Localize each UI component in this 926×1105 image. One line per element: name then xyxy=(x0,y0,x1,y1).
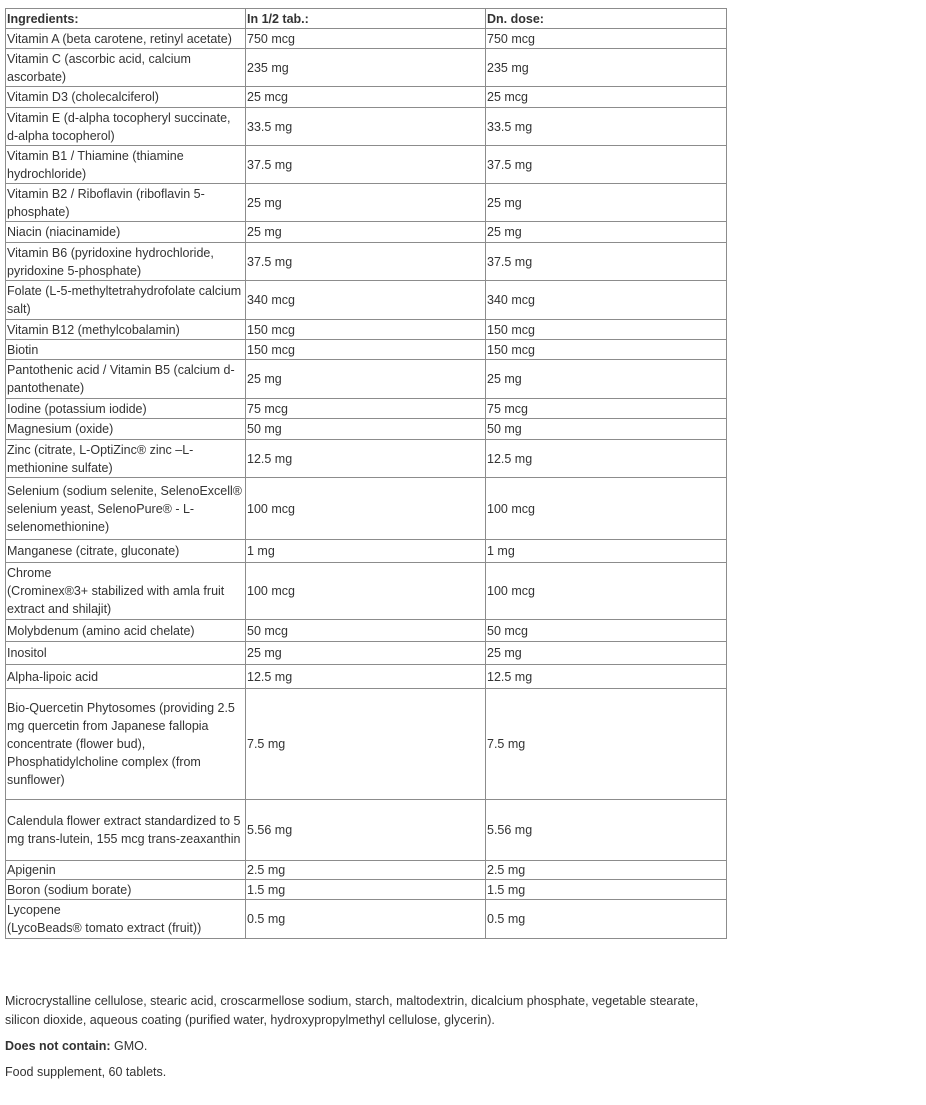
ingredient-name: Apigenin xyxy=(6,861,246,880)
daily-dose-amount: 25 mcg xyxy=(486,87,727,108)
header-daily-dose: Dn. dose: xyxy=(486,9,727,29)
ingredient-name: Vitamin B12 (methylcobalamin) xyxy=(6,320,246,340)
daily-dose-amount: 235 mg xyxy=(486,49,727,87)
half-tab-amount: 5.56 mg xyxy=(246,800,486,861)
half-tab-amount: 100 mcg xyxy=(246,563,486,620)
table-row xyxy=(6,108,727,146)
half-tab-amount: 750 mcg xyxy=(246,29,486,49)
daily-dose-amount: 1 mg xyxy=(486,540,727,563)
ingredient-name: Alpha-lipoic acid xyxy=(6,665,246,689)
half-tab-amount: 50 mg xyxy=(246,419,486,440)
ingredient-name: Biotin xyxy=(6,340,246,360)
half-tab-amount: 7.5 mg xyxy=(246,689,486,800)
table-row xyxy=(6,440,727,478)
daily-dose-amount: 100 mcg xyxy=(486,478,727,540)
half-tab-amount: 2.5 mg xyxy=(246,861,486,880)
ingredient-name: Calendula flower extract standardized to 5 mg trans-lutein, 155 mcg trans-zeaxanthin xyxy=(6,800,246,861)
ingredient-name: Bio-Quercetin Phytosomes (providing 2.5 mg quercetin from Japanese fallopia concentrate (flower bud), Phosphatidylcholine complex (from sunflower) xyxy=(6,689,246,800)
daily-dose-amount: 50 mcg xyxy=(486,620,727,642)
daily-dose-amount: 5.56 mg xyxy=(486,800,727,861)
table-row xyxy=(6,399,727,419)
half-tab-amount: 50 mcg xyxy=(246,620,486,642)
table-row xyxy=(6,478,727,540)
table-row xyxy=(6,563,727,620)
ingredient-name: Vitamin C (ascorbic acid, calcium ascorbate) xyxy=(6,49,246,87)
daily-dose-amount: 75 mcg xyxy=(486,399,727,419)
half-tab-amount: 150 mcg xyxy=(246,340,486,360)
half-tab-amount: 75 mcg xyxy=(246,399,486,419)
daily-dose-amount: 7.5 mg xyxy=(486,689,727,800)
daily-dose-amount: 150 mcg xyxy=(486,320,727,340)
half-tab-amount: 1 mg xyxy=(246,540,486,563)
ingredient-name: Vitamin E (d-alpha tocopheryl succinate, d-alpha tocopherol) xyxy=(6,108,246,146)
table-row xyxy=(6,689,727,800)
ingredient-name: Iodine (potassium iodide) xyxy=(6,399,246,419)
daily-dose-amount: 37.5 mg xyxy=(486,146,727,184)
header-half-tab: In 1/2 tab.: xyxy=(246,9,486,29)
half-tab-amount: 25 mcg xyxy=(246,87,486,108)
half-tab-amount: 25 mg xyxy=(246,222,486,243)
table-row xyxy=(6,800,727,861)
half-tab-amount: 0.5 mg xyxy=(246,900,486,939)
ingredient-name: Lycopene (LycoBeads® tomato extract (fruit)) xyxy=(6,900,246,939)
table-row xyxy=(6,49,727,87)
daily-dose-amount: 1.5 mg xyxy=(486,880,727,900)
daily-dose-amount: 12.5 mg xyxy=(486,665,727,689)
does-not-contain-value: GMO. xyxy=(110,1039,148,1053)
daily-dose-amount: 33.5 mg xyxy=(486,108,727,146)
table-row xyxy=(6,146,727,184)
half-tab-amount: 37.5 mg xyxy=(246,146,486,184)
table-row xyxy=(6,222,727,243)
package-text: Food supplement, 60 tablets. xyxy=(5,1065,167,1079)
half-tab-amount: 12.5 mg xyxy=(246,665,486,689)
table-row xyxy=(6,665,727,689)
table-header-row xyxy=(6,9,727,29)
daily-dose-amount: 340 mcg xyxy=(486,281,727,320)
ingredient-name: Selenium (sodium selenite, SelenoExcell® selenium yeast, SelenoPure® - L-selenomethionine) xyxy=(6,478,246,540)
daily-dose-amount: 2.5 mg xyxy=(486,861,727,880)
half-tab-amount: 25 mg xyxy=(246,360,486,399)
half-tab-amount: 150 mcg xyxy=(246,320,486,340)
half-tab-amount: 25 mg xyxy=(246,184,486,222)
table-row xyxy=(6,360,727,399)
half-tab-amount: 1.5 mg xyxy=(246,880,486,900)
daily-dose-amount: 25 mg xyxy=(486,642,727,665)
ingredient-name: Chrome (Crominex®3+ stabilized with amla fruit extract and shilajit) xyxy=(6,563,246,620)
daily-dose-amount: 25 mg xyxy=(486,222,727,243)
half-tab-amount: 37.5 mg xyxy=(246,243,486,281)
header-ingredients: Ingredients: xyxy=(6,9,246,29)
table-row xyxy=(6,861,727,880)
table-row xyxy=(6,87,727,108)
ingredient-name: Inositol xyxy=(6,642,246,665)
table-row xyxy=(6,642,727,665)
table-row xyxy=(6,540,727,563)
half-tab-amount: 12.5 mg xyxy=(246,440,486,478)
table-row xyxy=(6,29,727,49)
table-row xyxy=(6,900,727,939)
table-row xyxy=(6,419,727,440)
ingredients-table xyxy=(5,8,727,939)
ingredient-name: Boron (sodium borate) xyxy=(6,880,246,900)
half-tab-amount: 25 mg xyxy=(246,642,486,665)
table-row xyxy=(6,340,727,360)
ingredient-name: Vitamin D3 (cholecalciferol) xyxy=(6,87,246,108)
ingredient-name: Pantothenic acid / Vitamin B5 (calcium d-pantothenate) xyxy=(6,360,246,399)
ingredient-name: Magnesium (oxide) xyxy=(6,419,246,440)
product-notes xyxy=(5,992,725,1089)
does-not-contain-label: Does not contain: xyxy=(5,1039,111,1053)
ingredient-name: Niacin (niacinamide) xyxy=(6,222,246,243)
ingredient-name: Vitamin B6 (pyridoxine hydrochloride, pyridoxine 5-phosphate) xyxy=(6,243,246,281)
table-row xyxy=(6,281,727,320)
daily-dose-amount: 100 mcg xyxy=(486,563,727,620)
ingredient-name: Vitamin A (beta carotene, retinyl acetate) xyxy=(6,29,246,49)
half-tab-amount: 33.5 mg xyxy=(246,108,486,146)
ingredient-name: Manganese (citrate, gluconate) xyxy=(6,540,246,563)
daily-dose-amount: 150 mcg xyxy=(486,340,727,360)
daily-dose-amount: 25 mg xyxy=(486,360,727,399)
ingredient-name: Zinc (citrate, L-OptiZinc® zinc –L-methionine sulfate) xyxy=(6,440,246,478)
half-tab-amount: 340 mcg xyxy=(246,281,486,320)
daily-dose-amount: 0.5 mg xyxy=(486,900,727,939)
ingredient-name: Molybdenum (amino acid chelate) xyxy=(6,620,246,642)
table-row xyxy=(6,243,727,281)
excipients-text: Microcrystalline cellulose, stearic acid, croscarmellose sodium, starch, maltodextrin, dicalcium phosphate, vegetable stearate, silicon dioxide, aqueous coating (purified water, hydroxypropylmethyl cellulose, glycerin). xyxy=(5,994,699,1027)
ingredient-name: Vitamin B2 / Riboflavin (riboflavin 5-phosphate) xyxy=(6,184,246,222)
table-row xyxy=(6,320,727,340)
half-tab-amount: 100 mcg xyxy=(246,478,486,540)
half-tab-amount: 235 mg xyxy=(246,49,486,87)
daily-dose-amount: 12.5 mg xyxy=(486,440,727,478)
daily-dose-amount: 25 mg xyxy=(486,184,727,222)
ingredient-name: Vitamin B1 / Thiamine (thiamine hydrochloride) xyxy=(6,146,246,184)
daily-dose-amount: 50 mg xyxy=(486,419,727,440)
table-row xyxy=(6,880,727,900)
table-row xyxy=(6,184,727,222)
daily-dose-amount: 37.5 mg xyxy=(486,243,727,281)
daily-dose-amount: 750 mcg xyxy=(486,29,727,49)
ingredient-name: Folate (L-5-methyltetrahydrofolate calcium salt) xyxy=(6,281,246,320)
does-not-contain xyxy=(5,1037,725,1056)
table-row xyxy=(6,620,727,642)
